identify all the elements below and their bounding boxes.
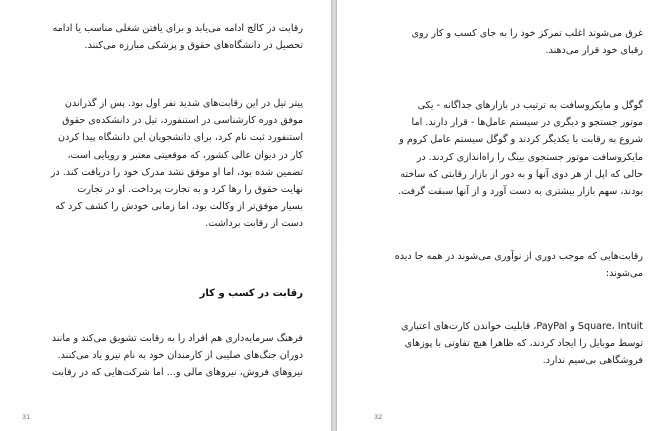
text-line: رقابت‌هایی که موجب دوری از نوآوری می‌شوند در همه جا دیده [394, 251, 643, 262]
google-microsoft-paragraph [398, 97, 643, 200]
text-line: بسیار موفق‌تر از وکالت بود، اما زمانی خودش را کشف کرد که [55, 201, 303, 213]
text-line: گوگل و مایکروسافت به ترتیب در بازارهای جداگانه - یکی [417, 100, 643, 111]
text-line: نهایت حقوق را رها کرد و به تجارت پرداخت. او در تجارت [77, 184, 303, 196]
peter-thiel-paragraph [51, 95, 303, 233]
left-intro-paragraph [53, 20, 304, 54]
page-left [0, 0, 331, 431]
text-line: تضمین شده بود، اما او موفق نشد مدرک خود را دریافت کند. در [50, 166, 303, 178]
text-line: حالی که اپل از هر دوی آنها و به دور از بازار رقابتی که ساخته [400, 168, 643, 180]
text-line: غرق می‌شوند اغلب تمرکز خود را به جای کسب و کار روی [411, 28, 643, 39]
text-line: می‌شوند: [605, 268, 643, 280]
business-paragraph [52, 330, 303, 382]
text-line: دست از رقابت برداشت. [205, 218, 303, 230]
text-line: کار در دیوان عالی کشور، که موقعیتی معتبر و رویایی است، [67, 149, 303, 161]
section-heading: رقابت در کسب و کار [199, 288, 303, 299]
text-line: موفق دوره کارشناسی در استنفورد، تیل در دانشکده‌ی حقوق [62, 115, 303, 127]
page-number: 31 [22, 413, 31, 421]
page-right [337, 0, 668, 431]
text-line: مایکروسافت موتور جستجوی بینگ را راه‌اندازی کردند. در [416, 151, 643, 163]
text-line: فروشگاهی بی‌سیم ندارد. [542, 355, 643, 367]
companies-paragraph [401, 318, 643, 370]
text-line: توسط موبایل را ایجاد کردند، که ظاهرا هیچ تفاوتی با پوزهای [404, 338, 643, 350]
text-line: فرهنگ سرمایه‌داری هم افراد را به رقابت تشویق می‌کند و مانند [51, 333, 303, 344]
text-line: دوران جنگ‌های صلیبی از کارمندان خود به نام نیرو یاد می‌کنند. [57, 350, 303, 362]
text-line: بودند، سهم بازار بیشتری به دست آورد و از آنها سبقت گرفت. [398, 186, 643, 198]
innovation-paragraph [395, 248, 643, 282]
text-line: موتور جستجو و دیگری در سیستم عامل‌ها - قرار دارند. اما [411, 117, 643, 129]
text-line: تحصیل در دانشگاه‌های حقوق و پزشکی مبارزه می‌کنند. [84, 40, 303, 52]
text-line: استنفورد ثبت نام کرد، برای دانشجویان این دانشگاه پیدا کردن [58, 132, 303, 144]
text-line: نیروهای فروش، نیروهای مالی و... اما شرکت‌هایی که در رقابت [51, 367, 303, 379]
page-number: 32 [374, 413, 383, 421]
text-line: پیتر تیل در این رقابت‌های شدید نفر اول بود. پس از گذراندن [64, 98, 303, 109]
text-line: شروع به رقابت با یکدیگر کردند و گوگل سیستم عامل کروم و [399, 134, 643, 146]
text-line: Square، Intuit و PayPal، قابلیت خواندن کارت‌های اعتباری [401, 321, 643, 332]
text-line: رقابت در کالج ادامه می‌یابد و برای یافتن شغلی مناسب یا ادامه [52, 23, 303, 34]
text-line: رقبای خود قرار می‌دهند. [545, 45, 643, 57]
right-intro-paragraph [412, 25, 644, 59]
